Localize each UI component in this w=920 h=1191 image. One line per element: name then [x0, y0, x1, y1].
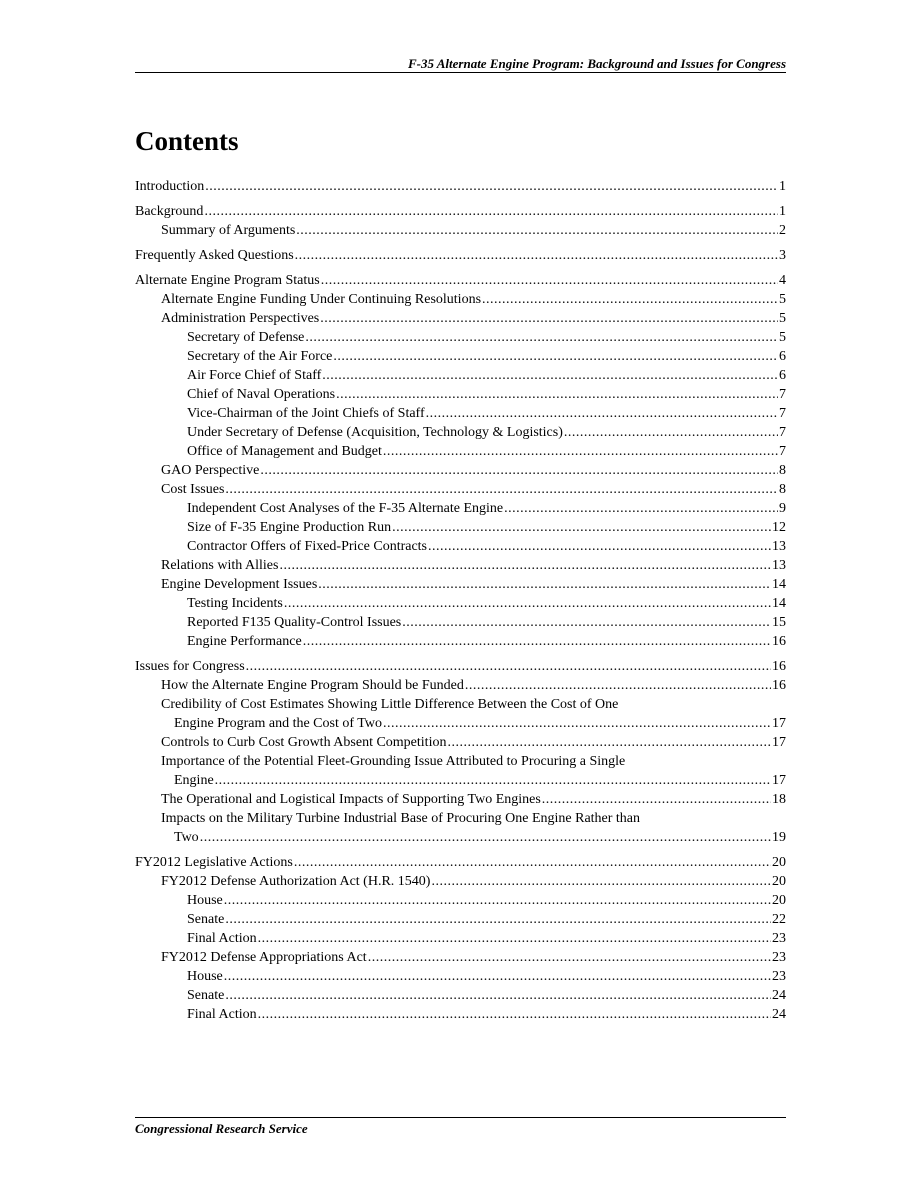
toc-entry[interactable] — [135, 518, 786, 537]
toc-entry-text: Issues for Congress — [135, 659, 245, 674]
toc-dot-leader — [258, 929, 771, 948]
header-rule — [135, 72, 786, 73]
toc-entry[interactable] — [135, 594, 786, 613]
toc-dot-leader — [383, 442, 778, 461]
toc-entry-text: Final Action — [187, 931, 257, 946]
toc-entry-text: Chief of Naval Operations — [187, 387, 336, 402]
toc-dot-leader — [542, 790, 771, 809]
toc-entry[interactable] — [135, 891, 786, 910]
toc-dot-leader — [294, 853, 771, 872]
toc-dot-leader — [426, 404, 778, 423]
toc-page-number: 18 — [772, 792, 786, 807]
toc-dot-leader — [225, 910, 771, 929]
toc-entry-text: FY2012 Defense Authorization Act (H.R. 1540) — [161, 874, 431, 889]
toc-page-number: 17 — [772, 735, 786, 750]
toc-page-number: 7 — [779, 444, 786, 459]
toc-entry-text: Alternate Engine Program Status — [135, 273, 320, 288]
toc-page-number: 17 — [772, 716, 786, 731]
toc-entry[interactable] — [135, 910, 786, 929]
toc-entry-text: Importance of the Potential Fleet-Grounding Issue Attributed to Procuring a Single — [161, 754, 626, 769]
toc-page-number: 16 — [772, 634, 786, 649]
toc-dot-leader — [224, 891, 771, 910]
toc-dot-leader — [322, 366, 778, 385]
toc-entry-text: Secretary of Defense — [187, 330, 305, 345]
toc-entry[interactable] — [135, 461, 786, 480]
toc-dot-leader — [321, 271, 778, 290]
toc-entry[interactable] — [135, 442, 786, 461]
toc-entry-text: Final Action — [187, 1007, 257, 1022]
toc-entry[interactable] — [135, 853, 786, 872]
toc-page-number: 23 — [772, 931, 786, 946]
toc-page-number: 15 — [772, 615, 786, 630]
toc-entry-text: The Operational and Logistical Impacts of Supporting Two Engines — [161, 792, 541, 807]
toc-entry-text: Engine Development Issues — [161, 577, 318, 592]
toc-page-number: 6 — [779, 349, 786, 364]
toc-entry-text: Senate — [187, 912, 225, 927]
toc-entry-text: Engine Performance — [187, 634, 302, 649]
toc-entry-text: Alternate Engine Funding Under Continuing Resolutions — [161, 292, 482, 307]
toc-entry-text: GAO Perspective — [161, 463, 260, 478]
toc-entry-text: Reported F135 Quality-Control Issues — [187, 615, 402, 630]
toc-dot-leader — [383, 714, 771, 733]
toc-dot-leader — [428, 537, 771, 556]
toc-page-number: 5 — [779, 292, 786, 307]
toc-dot-leader — [284, 594, 771, 613]
toc-entry[interactable] — [135, 480, 786, 499]
toc-entry-text: Administration Perspectives — [161, 311, 320, 326]
toc-page-number: 1 — [779, 179, 786, 194]
toc-dot-leader — [564, 423, 778, 442]
toc-entry[interactable] — [135, 202, 786, 221]
toc-dot-leader — [482, 290, 778, 309]
toc-entry-text-continued: Two — [174, 830, 199, 845]
toc-entry-text: Credibility of Cost Estimates Showing Little Difference Between the Cost of One — [161, 697, 619, 712]
toc-entry[interactable] — [135, 632, 786, 651]
toc-entry-text: Senate — [187, 988, 225, 1003]
toc-page-number: 12 — [772, 520, 786, 535]
toc-dot-leader — [447, 733, 771, 752]
toc-page-number: 20 — [772, 874, 786, 889]
toc-page-number: 1 — [779, 204, 786, 219]
toc-dot-leader — [258, 1005, 771, 1024]
toc-page-number: 8 — [779, 482, 786, 497]
toc-entry[interactable] — [135, 1005, 786, 1024]
toc-entry-text: FY2012 Legislative Actions — [135, 855, 293, 870]
toc-page-number: 5 — [779, 311, 786, 326]
footer-rule — [135, 1117, 786, 1118]
toc-entry[interactable] — [135, 872, 786, 891]
toc-entry-text: Relations with Allies — [161, 558, 279, 573]
toc-entry[interactable] — [135, 366, 786, 385]
toc-dot-leader — [205, 177, 778, 196]
toc-entry-text: Size of F-35 Engine Production Run — [187, 520, 392, 535]
toc-entry[interactable] — [135, 986, 786, 1005]
toc-dot-leader — [260, 461, 778, 480]
running-header: F-35 Alternate Engine Program: Background and Issues for Congress — [407, 56, 786, 71]
toc-entry[interactable] — [135, 613, 786, 632]
toc-page-number: 14 — [772, 577, 786, 592]
toc-entry[interactable] — [135, 809, 786, 847]
toc-entry[interactable] — [135, 328, 786, 347]
toc-entry-text: Office of Management and Budget — [187, 444, 382, 459]
toc-page-number: 8 — [779, 463, 786, 478]
toc-entry[interactable] — [135, 657, 786, 676]
toc-entry[interactable] — [135, 177, 786, 196]
toc-entry-text: Air Force Chief of Staff — [187, 368, 322, 383]
toc-page-number: 7 — [779, 406, 786, 421]
toc-page-number: 7 — [779, 387, 786, 402]
toc-dot-leader — [318, 575, 771, 594]
toc-entry[interactable] — [135, 790, 786, 809]
toc-dot-leader — [402, 613, 771, 632]
toc-entry-text: Background — [135, 204, 204, 219]
toc-dot-leader — [225, 480, 778, 499]
toc-page-number: 4 — [779, 273, 786, 288]
toc-dot-leader — [368, 948, 771, 967]
toc-page-number: 16 — [772, 659, 786, 674]
toc-entry-text: Cost Issues — [161, 482, 225, 497]
toc-page-number: 7 — [779, 425, 786, 440]
toc-dot-leader — [333, 347, 778, 366]
toc-page-number: 20 — [772, 893, 786, 908]
toc-dot-leader — [504, 499, 778, 518]
toc-entry[interactable] — [135, 537, 786, 556]
toc-dot-leader — [295, 246, 778, 265]
toc-page-number: 22 — [772, 912, 786, 927]
toc-entry-text: FY2012 Defense Appropriations Act — [161, 950, 367, 965]
toc-dot-leader — [336, 385, 778, 404]
toc-dot-leader — [305, 328, 778, 347]
toc-page-number: 23 — [772, 950, 786, 965]
toc-entry[interactable] — [135, 499, 786, 518]
toc-dot-leader — [303, 632, 771, 651]
toc-entry[interactable] — [135, 575, 786, 594]
toc-dot-leader — [431, 872, 771, 891]
toc-entry[interactable] — [135, 948, 786, 967]
toc-dot-leader — [225, 986, 771, 1005]
toc-dot-leader — [215, 771, 771, 790]
toc-dot-leader — [279, 556, 771, 575]
toc-entry-text: Impacts on the Military Turbine Industrial Base of Procuring One Engine Rather than — [161, 811, 641, 826]
toc-dot-leader — [204, 202, 778, 221]
toc-page-number: 23 — [772, 969, 786, 984]
toc-page-number: 14 — [772, 596, 786, 611]
toc-entry[interactable] — [135, 752, 786, 790]
toc-entry[interactable] — [135, 929, 786, 948]
footer: Congressional Research Service — [135, 1121, 308, 1136]
table-of-contents — [135, 177, 786, 1024]
toc-dot-leader — [465, 676, 771, 695]
toc-entry[interactable] — [135, 695, 786, 733]
toc-entry[interactable] — [135, 423, 786, 442]
toc-entry[interactable] — [135, 221, 786, 240]
toc-entry[interactable] — [135, 271, 786, 290]
toc-page-number: 17 — [772, 773, 786, 788]
toc-page-number: 16 — [772, 678, 786, 693]
toc-entry[interactable] — [135, 967, 786, 986]
toc-entry[interactable] — [135, 347, 786, 366]
toc-entry[interactable] — [135, 309, 786, 328]
toc-page-number: 5 — [779, 330, 786, 345]
toc-entry-text: Independent Cost Analyses of the F-35 Alternate Engine — [187, 501, 504, 516]
toc-entry-text: Summary of Arguments — [161, 223, 296, 238]
toc-page-number: 3 — [779, 248, 786, 263]
toc-entry-text: Secretary of the Air Force — [187, 349, 333, 364]
toc-dot-leader — [200, 828, 771, 847]
toc-entry-text: Introduction — [135, 179, 205, 194]
toc-entry-text-continued: Engine — [174, 773, 214, 788]
toc-dot-leader — [224, 967, 771, 986]
page-title: Contents — [135, 126, 239, 156]
toc-dot-leader — [392, 518, 771, 537]
toc-entry-text: Contractor Offers of Fixed-Price Contracts — [187, 539, 428, 554]
toc-entry[interactable] — [135, 385, 786, 404]
toc-entry-text: How the Alternate Engine Program Should be Funded — [161, 678, 464, 693]
toc-entry-text: Testing Incidents — [187, 596, 283, 611]
toc-page-number: 2 — [779, 223, 786, 238]
toc-entry[interactable] — [135, 290, 786, 309]
toc-dot-leader — [320, 309, 778, 328]
toc-dot-leader — [296, 221, 778, 240]
toc-entry-text: Controls to Curb Cost Growth Absent Competition — [161, 735, 447, 750]
toc-page-number: 24 — [772, 988, 786, 1003]
toc-entry-text: Vice-Chairman of the Joint Chiefs of Staff — [187, 406, 425, 421]
toc-entry[interactable] — [135, 246, 786, 265]
toc-dot-leader — [246, 657, 771, 676]
toc-entry[interactable] — [135, 556, 786, 575]
toc-page-number: 9 — [779, 501, 786, 516]
toc-page-number: 13 — [772, 539, 786, 554]
toc-page-number: 24 — [772, 1007, 786, 1022]
toc-entry-text-continued: Engine Program and the Cost of Two — [174, 716, 382, 731]
toc-entry-text: House — [187, 893, 223, 908]
toc-page-number: 19 — [772, 830, 786, 845]
toc-entry[interactable] — [135, 676, 786, 695]
toc-entry[interactable] — [135, 733, 786, 752]
toc-entry-text: Under Secretary of Defense (Acquisition, Technology & Logistics) — [187, 425, 563, 440]
toc-entry-text: Frequently Asked Questions — [135, 248, 294, 263]
toc-entry-text: House — [187, 969, 223, 984]
toc-entry[interactable] — [135, 404, 786, 423]
toc-page-number: 13 — [772, 558, 786, 573]
toc-page-number: 6 — [779, 368, 786, 383]
toc-page-number: 20 — [772, 855, 786, 870]
